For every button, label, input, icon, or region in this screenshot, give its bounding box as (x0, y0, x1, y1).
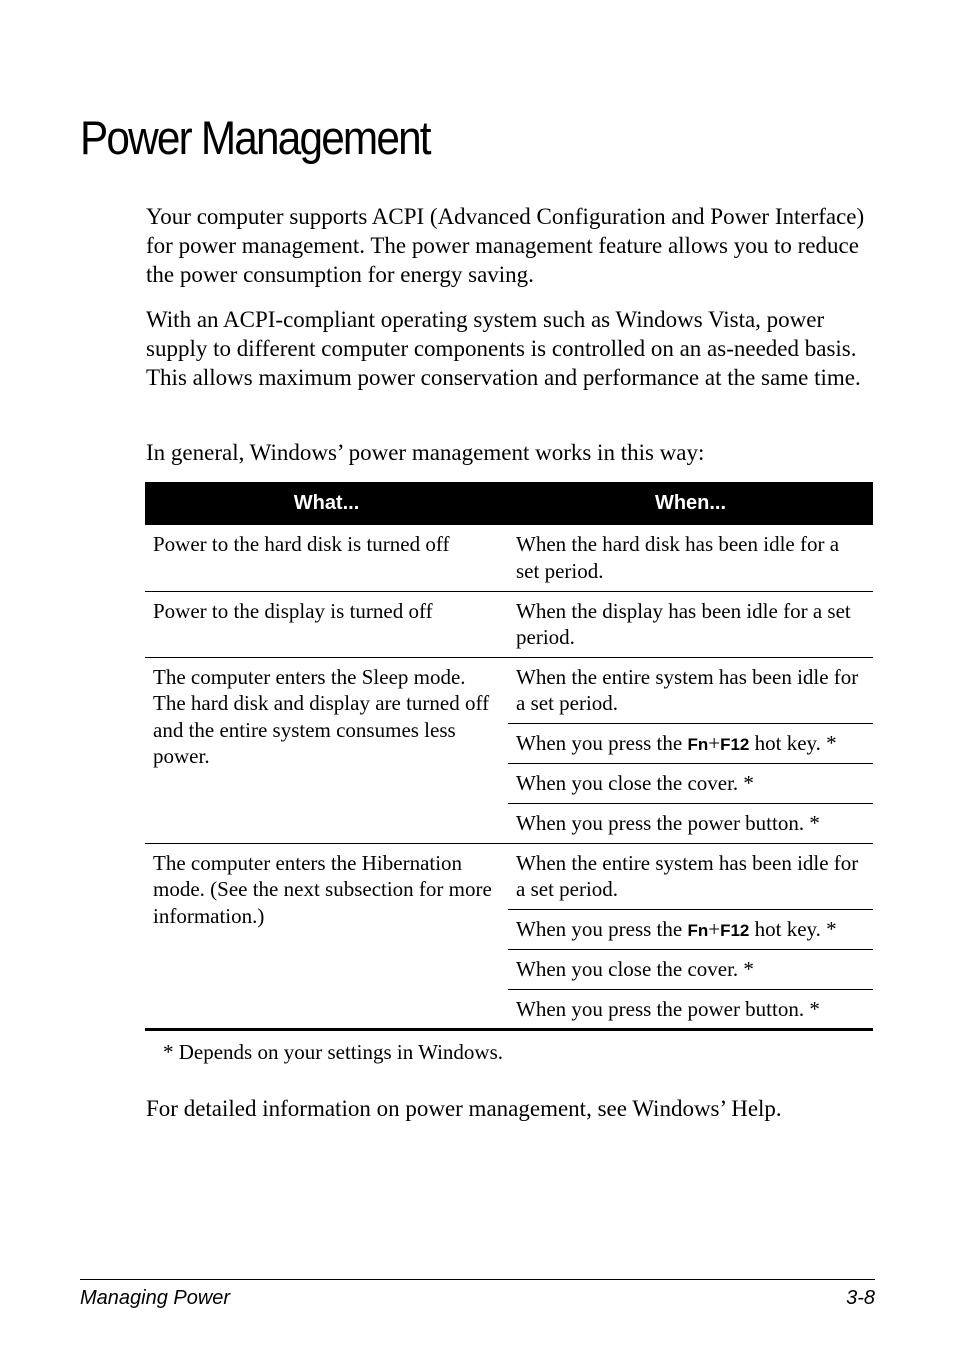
when-cell: When you press the power button. * (508, 989, 873, 1029)
page-title: Power Management (80, 111, 430, 164)
plus-sign: + (708, 916, 721, 941)
when-cell: When the entire system has been idle for a set period. (508, 843, 873, 909)
fn-key: Fn (687, 920, 709, 940)
what-cell-sleep: The computer enters the Sleep mode. The hard disk and display are turned off and the entire system consumes less power. (145, 657, 508, 843)
fn-key: Fn (687, 734, 709, 754)
when-cell: When you press the power button. * (508, 803, 873, 843)
plus-sign: + (708, 730, 721, 755)
power-management-table (145, 482, 873, 1031)
when-cell: When you close the cover. * (508, 949, 873, 989)
when-cell: When the hard disk has been idle for a set period. (508, 525, 873, 591)
table-header-row (145, 482, 873, 525)
what-cell-hibernation: The computer enters the Hibernation mode. (See the next subsection for more information.) (145, 843, 508, 1029)
general-paragraph: In general, Windows’ power management works in this way: (146, 440, 705, 465)
footer-divider (80, 1279, 875, 1280)
when-cell-hotkey (508, 723, 873, 763)
when-cell-hotkey (508, 909, 873, 949)
footer-chapter: Managing Power (80, 1287, 231, 1309)
hotkey-after: hot key. * (749, 916, 837, 941)
intro-paragraph: Your computer supports ACPI (Advanced Configuration and Power Interface) for power management. The power management feature allows you to reduce the power consumption for energy saving. (146, 204, 865, 287)
what-cell: Power to the display is turned off (145, 591, 508, 657)
table-footnote: * Depends on your settings in Windows. (163, 1040, 503, 1064)
when-cell: When the entire system has been idle for a set period. (508, 657, 873, 723)
table-row (145, 843, 873, 909)
what-cell: Power to the hard disk is turned off (145, 525, 508, 591)
f12-key: F12 (720, 734, 750, 754)
table-row (145, 657, 873, 723)
header-when: When... (508, 482, 873, 525)
table-row (145, 525, 873, 591)
hotkey-after: hot key. * (749, 730, 837, 755)
hotkey-before: When you press the (516, 730, 688, 755)
table-row (145, 591, 873, 657)
footer-page-number: 3-8 (846, 1287, 875, 1309)
f12-key: F12 (720, 920, 750, 940)
acpi-paragraph: With an ACPI-compliant operating system such as Windows Vista, power supply to different computer components is controlled on an as-needed basis. This allows maximum power conservation and performance at the same time. (146, 307, 861, 390)
when-cell: When you close the cover. * (508, 763, 873, 803)
hotkey-before: When you press the (516, 916, 688, 941)
when-cell: When the display has been idle for a set period. (508, 591, 873, 657)
help-paragraph: For detailed information on power management, see Windows’ Help. (146, 1096, 782, 1121)
header-what: What... (145, 482, 508, 525)
